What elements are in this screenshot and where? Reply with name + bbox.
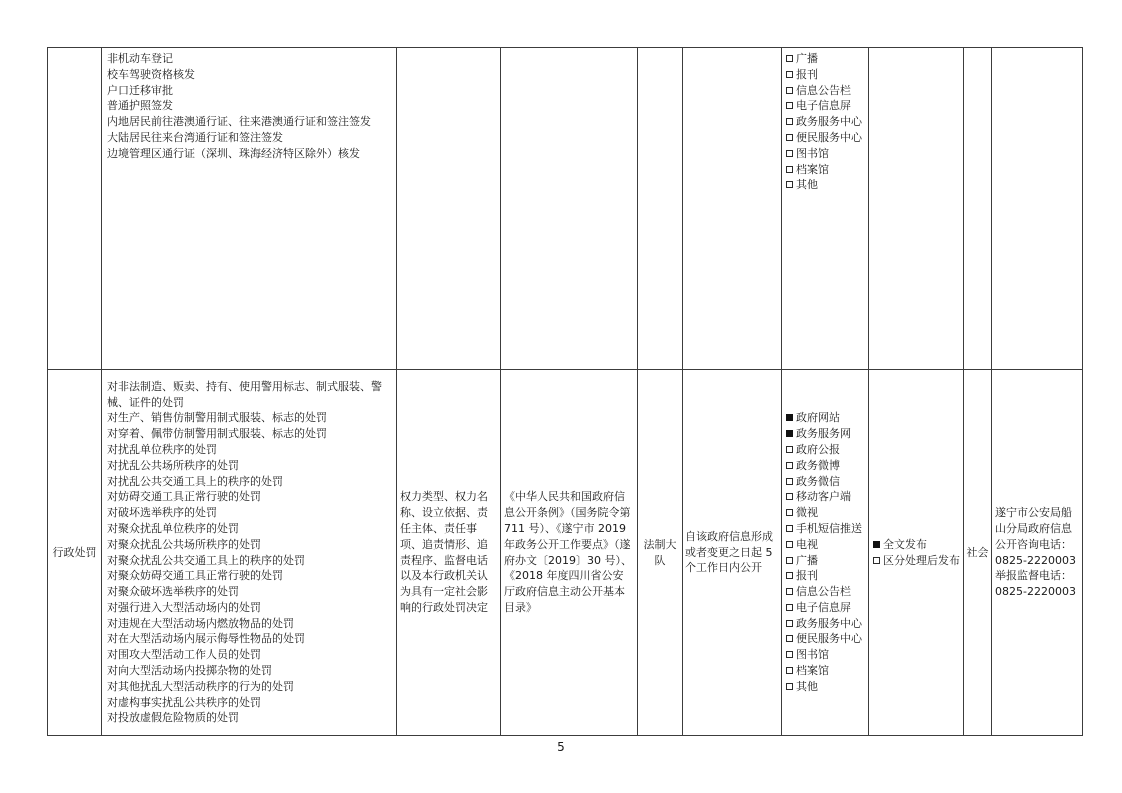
channel-option-label: 其他 [796, 679, 818, 693]
channel-option-label: 广播 [796, 553, 818, 567]
checkbox-icon [786, 493, 793, 500]
publish-mode-cell [869, 370, 964, 736]
audience-label: 社会 [966, 545, 989, 559]
channel-option [786, 162, 866, 178]
channel-option-label: 政务服务中心 [796, 115, 862, 129]
catalog-item: 对破坏选举秩序的处罚 [107, 506, 217, 520]
category-cell [48, 370, 102, 736]
channel-option-label: 微视 [796, 506, 818, 520]
checkbox-icon [786, 446, 793, 453]
channel-option-label: 政务服务中心 [796, 616, 862, 630]
channel-option-label: 手机短信推送 [796, 521, 862, 535]
channel-option [786, 505, 866, 521]
channel-option-label: 广播 [796, 52, 818, 65]
channel-option-label: 便民服务中心 [796, 632, 862, 646]
channel-option [786, 647, 866, 663]
channel-option [786, 114, 866, 130]
channel-option [786, 442, 866, 458]
channel-option [786, 51, 866, 67]
legal-basis-cell [501, 370, 638, 736]
channel-option-label: 报刊 [796, 569, 818, 583]
channel-option-label: 电子信息屏 [796, 99, 851, 113]
channel-option [786, 474, 866, 490]
publish-mode-option [873, 537, 961, 553]
checkbox-icon [786, 588, 793, 595]
contact-line: 举报监督电话：0825-2220003 [995, 569, 1076, 599]
checkbox-icon [786, 430, 793, 437]
page-number: 5 [557, 740, 565, 754]
catalog-item: 对非法制造、贩卖、持有、使用警用标志、制式服装、警械、证件的处罚 [107, 379, 382, 409]
disclosure-table [47, 47, 1083, 736]
channel-option-label: 电子信息屏 [796, 600, 851, 614]
checkbox-icon [786, 509, 793, 516]
checkbox-icon [786, 541, 793, 548]
catalog-item: 对聚众扰乱公共场所秩序的处罚 [107, 537, 261, 551]
channel-option [786, 410, 866, 426]
channel-option [786, 67, 866, 83]
channel-option [786, 130, 866, 146]
catalog-item: 对扰乱公共场所秩序的处罚 [107, 458, 239, 472]
channel-option [786, 663, 866, 679]
channel-option [786, 568, 866, 584]
channel-option-label: 政务服务网 [796, 427, 851, 441]
publish-mode-label: 全文发布 [883, 537, 927, 551]
catalog-item: 对围攻大型活动工作人员的处罚 [107, 648, 261, 662]
channel-option [786, 426, 866, 442]
channel-option-label: 电视 [796, 537, 818, 551]
checkbox-icon [786, 166, 793, 173]
channel-option-label: 信息公告栏 [796, 83, 851, 97]
category-cell [48, 48, 102, 370]
channel-option [786, 177, 866, 193]
channel-option [786, 631, 866, 647]
catalog-item: 对聚众扰乱单位秩序的处罚 [107, 521, 239, 535]
catalog-item: 对扰乱单位秩序的处罚 [107, 442, 217, 456]
channel-option [786, 616, 866, 632]
channel-option [786, 458, 866, 474]
channel-option-label: 图书馆 [796, 146, 829, 160]
checkbox-icon [786, 635, 793, 642]
deadline-text: 自该政府信息形成或者变更之日起 5 个工作日内公开 [685, 529, 773, 575]
channel-option-label: 便民服务中心 [796, 130, 862, 144]
checkbox-icon [786, 134, 793, 141]
catalog-item: 对投放虚假危险物质的处罚 [107, 711, 239, 725]
catalog-item: 边境管理区通行证（深圳、珠海经济特区除外）核发 [107, 146, 360, 160]
channel-option-label: 政务微博 [796, 458, 840, 472]
catalog-item: 内地居民前往港澳通行证、往来港澳通行证和签注签发 [107, 115, 371, 129]
catalog-item: 对违规在大型活动场内燃放物品的处罚 [107, 616, 294, 630]
checkbox-icon [786, 478, 793, 485]
checkbox-icon [786, 181, 793, 188]
channel-option-label: 报刊 [796, 67, 818, 81]
checkbox-icon [786, 71, 793, 78]
catalog-item: 户口迁移审批 [107, 83, 173, 97]
catalog-item: 普通护照签发 [107, 99, 173, 113]
checkbox-icon [786, 525, 793, 532]
catalog-item-list [107, 51, 392, 162]
catalog-item: 对其他扰乱大型活动秩序的行为的处罚 [107, 679, 294, 693]
power-scope-text: 权力类型、权力名称、设立依据、责任主体、责任事项、追责情形、追责程序、监督电话以及本行政机关认为具有一定社会影响的行政处罚决定 [400, 490, 488, 614]
checkbox-icon [786, 572, 793, 579]
catalog-item-list [107, 379, 392, 727]
checkbox-icon [786, 620, 793, 627]
channels-cell [782, 48, 869, 370]
channel-option-label: 档案馆 [796, 664, 829, 678]
checkbox-icon [873, 541, 880, 548]
deadline-cell [683, 370, 782, 736]
checkbox-icon [786, 557, 793, 564]
catalog-item: 对聚众扰乱公共交通工具上的秩序的处罚 [107, 553, 305, 567]
channel-option [786, 98, 866, 114]
table-row [48, 48, 1083, 370]
audience-cell [964, 48, 992, 370]
contact-cell [992, 48, 1083, 370]
channel-option [786, 83, 866, 99]
catalog-item: 对在大型活动场内展示侮辱性物品的处罚 [107, 632, 305, 646]
channel-option-label: 政务微信 [796, 474, 840, 488]
checkbox-icon [786, 414, 793, 421]
power-scope-cell [397, 370, 501, 736]
publish-mode-list [873, 537, 961, 569]
checkbox-icon [786, 87, 793, 94]
channel-option [786, 489, 866, 505]
channel-option-list [786, 410, 866, 694]
channel-option-list [786, 51, 866, 193]
channel-option-label: 图书馆 [796, 648, 829, 662]
publish-mode-cell [869, 48, 964, 370]
channel-option [786, 146, 866, 162]
contact-cell [992, 370, 1083, 736]
channel-option-label: 政府公报 [796, 442, 840, 456]
checkbox-icon [786, 102, 793, 109]
legal-basis-text: 《中华人民共和国政府信息公开条例》（国务院令第 711 号）、《遂宁市 2019 年政务公开工作要点》（遂府办文〔2019〕30 号）、《2018 年度四川省公安厅政府信息主动公开基本目录》 [504, 490, 632, 614]
department-cell [638, 48, 683, 370]
catalog-item: 大陆居民往来台湾通行证和签注签发 [107, 130, 283, 144]
channel-option-label: 政府网站 [796, 411, 840, 425]
checkbox-icon [786, 651, 793, 658]
audience-cell [964, 370, 992, 736]
catalog-item: 对生产、销售仿制警用制式服装、标志的处罚 [107, 411, 327, 425]
catalog-item: 对虚构事实扰乱公共秩序的处罚 [107, 695, 261, 709]
channel-option-label: 其他 [796, 178, 818, 192]
contact-line: 遂宁市公安局船山分局政府信息公开咨询电话：0825-2220003 [995, 506, 1076, 567]
department-label: 法制大队 [643, 537, 677, 567]
checkbox-icon [786, 462, 793, 469]
channel-option [786, 679, 866, 695]
catalog-item: 对穿着、佩带仿制警用制式服装、标志的处罚 [107, 427, 327, 441]
publish-mode-option [873, 553, 961, 569]
items-cell [102, 48, 397, 370]
checkbox-icon [873, 557, 880, 564]
channel-option-label: 移动客户端 [796, 490, 851, 504]
checkbox-icon [786, 150, 793, 157]
catalog-item: 对向大型活动场内投掷杂物的处罚 [107, 664, 272, 678]
checkbox-icon [786, 604, 793, 611]
items-cell [102, 370, 397, 736]
channel-option-label: 信息公告栏 [796, 585, 851, 599]
catalog-item: 对扰乱公共交通工具上的秩序的处罚 [107, 474, 283, 488]
deadline-cell [683, 48, 782, 370]
catalog-item: 对强行进入大型活动场内的处罚 [107, 600, 261, 614]
channel-option-label: 档案馆 [796, 162, 829, 176]
power-scope-cell [397, 48, 501, 370]
catalog-item: 非机动车登记 [107, 52, 173, 65]
checkbox-icon [786, 683, 793, 690]
catalog-item: 对聚众妨碍交通工具正常行驶的处罚 [107, 569, 283, 583]
checkbox-icon [786, 667, 793, 674]
channel-option [786, 553, 866, 569]
table-row [48, 370, 1083, 736]
catalog-item: 对聚众破坏选举秩序的处罚 [107, 585, 239, 599]
channel-option [786, 537, 866, 553]
catalog-item: 校车驾驶资格核发 [107, 67, 195, 81]
catalog-item: 对妨碍交通工具正常行驶的处罚 [107, 490, 261, 504]
checkbox-icon [786, 118, 793, 125]
department-cell [638, 370, 683, 736]
category-label: 行政处罚 [52, 545, 97, 559]
publish-mode-label: 区分处理后发布 [883, 553, 960, 567]
channel-option [786, 584, 866, 600]
legal-basis-cell [501, 48, 638, 370]
channel-option [786, 521, 866, 537]
channel-option [786, 600, 866, 616]
channels-cell [782, 370, 869, 736]
checkbox-icon [786, 55, 793, 62]
